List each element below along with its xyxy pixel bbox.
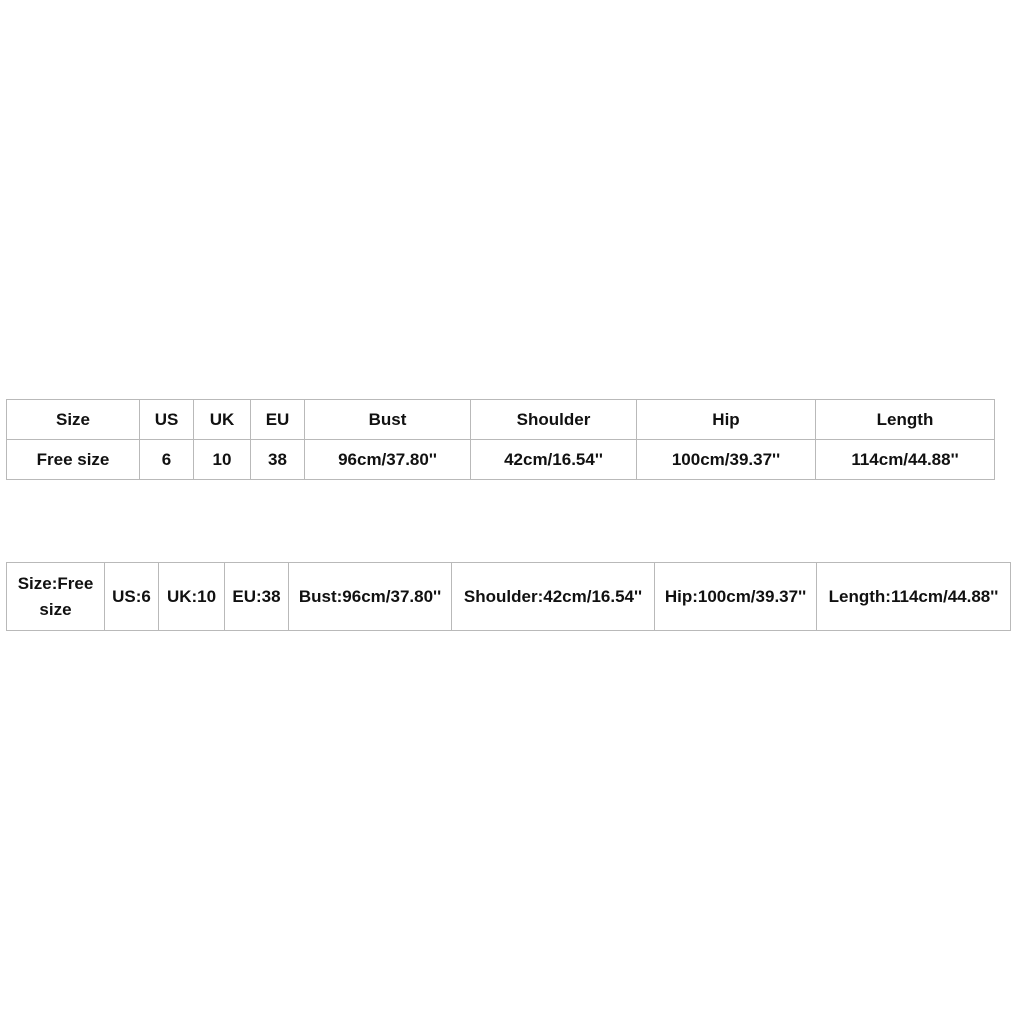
cell-bust: 96cm/37.80'' [305, 440, 471, 480]
cell-shoulder: 42cm/16.54'' [471, 440, 637, 480]
cell-size-summary: Size:Free size [7, 563, 105, 631]
cell-eu-summary: EU:38 [225, 563, 289, 631]
table-header-row [7, 400, 995, 440]
header-uk: UK [194, 400, 251, 440]
header-hip: Hip [637, 400, 816, 440]
cell-size: Free size [7, 440, 140, 480]
cell-uk: 10 [194, 440, 251, 480]
cell-uk-summary: UK:10 [159, 563, 225, 631]
cell-length-summary: Length:114cm/44.88'' [817, 563, 1011, 631]
cell-bust-summary: Bust:96cm/37.80'' [289, 563, 452, 631]
cell-eu: 38 [251, 440, 305, 480]
header-bust: Bust [305, 400, 471, 440]
header-shoulder: Shoulder [471, 400, 637, 440]
cell-us-summary: US:6 [105, 563, 159, 631]
size-summary-table [6, 562, 1011, 631]
size-chart-table [6, 399, 995, 480]
table-row [7, 563, 1011, 631]
header-size: Size [7, 400, 140, 440]
header-length: Length [816, 400, 995, 440]
cell-shoulder-summary: Shoulder:42cm/16.54'' [452, 563, 655, 631]
table-row [7, 440, 995, 480]
cell-length: 114cm/44.88'' [816, 440, 995, 480]
header-us: US [140, 400, 194, 440]
cell-us: 6 [140, 440, 194, 480]
cell-hip-summary: Hip:100cm/39.37'' [655, 563, 817, 631]
cell-hip: 100cm/39.37'' [637, 440, 816, 480]
header-eu: EU [251, 400, 305, 440]
